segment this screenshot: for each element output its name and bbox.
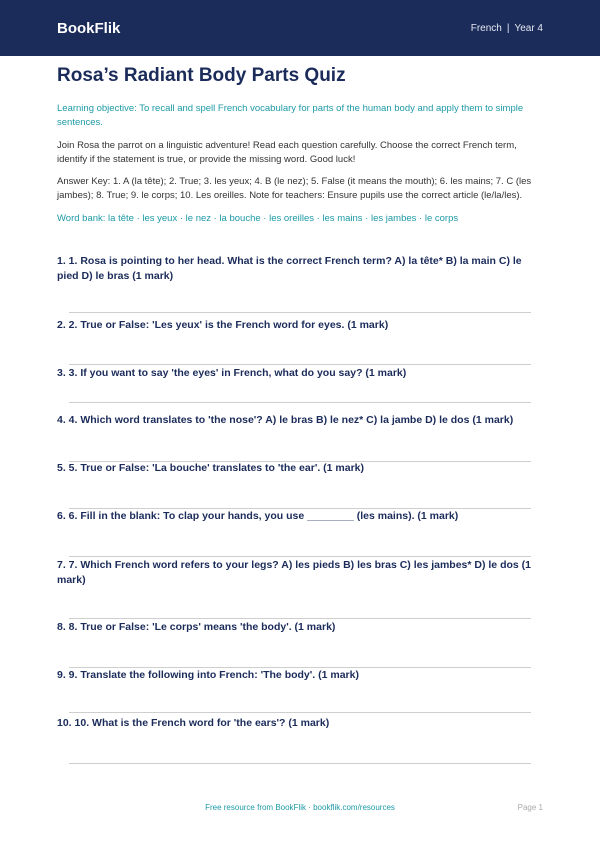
learning-objective: Learning objective: To recall and spell French vocabulary for parts of the human body and apply them to simple sentences. [57, 103, 524, 128]
answer-line-2 [69, 364, 531, 365]
answer-line-6 [69, 556, 531, 557]
footer-resource-link[interactable]: Free resource from BookFlik · bookflik.com/resources [205, 803, 395, 812]
questions-list [57, 0, 543, 848]
question-10: 10. 10. What is the French word for 'the ears'? (1 mark) [57, 717, 330, 729]
question-5: 5. 5. True or False: 'La bouche' translates to 'the ear'. (1 mark) [57, 462, 365, 474]
meta-separator: | [506, 22, 510, 34]
answer-line-7 [69, 618, 531, 619]
intro-text: Join Rosa the parrot on a linguistic adventure! Read each question carefully. Choose the correct French term, identify if the statement is true, or provide the missing word. Good luck! [57, 140, 517, 165]
answer-line-10 [69, 763, 531, 764]
word-bank: Word bank: la tête · les yeux · le nez · la bouche · les oreilles · les mains · les jambes · le corps [57, 213, 459, 224]
question-3: 3. 3. If you want to say 'the eyes' in French, what do you say? (1 mark) [57, 367, 407, 379]
brand-logo: BookFlik [57, 19, 121, 37]
year-label: Year 4 [514, 22, 543, 34]
subject-label: French [470, 22, 502, 34]
answer-line-9 [69, 712, 531, 713]
question-6: 6. 6. Fill in the blank: To clap your hands, you use ________ (les mains). (1 mark) [57, 510, 459, 522]
question-4: 4. 4. Which word translates to 'the nose'? A) le bras B) le nez* C) la jambe D) le dos (1 mark) [57, 414, 514, 426]
question-2: 2. 2. True or False: 'Les yeux' is the French word for eyes. (1 mark) [57, 319, 389, 331]
question-1: 1. 1. Rosa is pointing to her head. What is the correct French term? A) la tête* B) la main C) le pied D) le bras (1 mark) [57, 255, 522, 282]
answer-line-3 [69, 402, 531, 403]
page-number: Page 1 [517, 803, 543, 812]
answer-key: Answer Key: 1. A (la tête); 2. True; 3. les yeux; 4. B (le nez); 5. False (it means the mouth); 6. les mains; 7. C (les jambes); 8. True; 9. le corps; 10. Les oreilles. Note for teachers: Ensure pupils use the correct article (le/la/les). [57, 176, 532, 201]
question-8: 8. 8. True or False: 'Le corps' means 'the body'. (1 mark) [57, 621, 336, 633]
question-7: 7. 7. Which French word refers to your legs? A) les pieds B) les bras C) les jambes* D) le dos (1 mark) [57, 559, 531, 586]
page-title: Rosa’s Radiant Body Parts Quiz [57, 65, 346, 86]
answer-line-1 [69, 312, 531, 313]
question-9: 9. 9. Translate the following into French: 'The body'. (1 mark) [57, 669, 359, 681]
